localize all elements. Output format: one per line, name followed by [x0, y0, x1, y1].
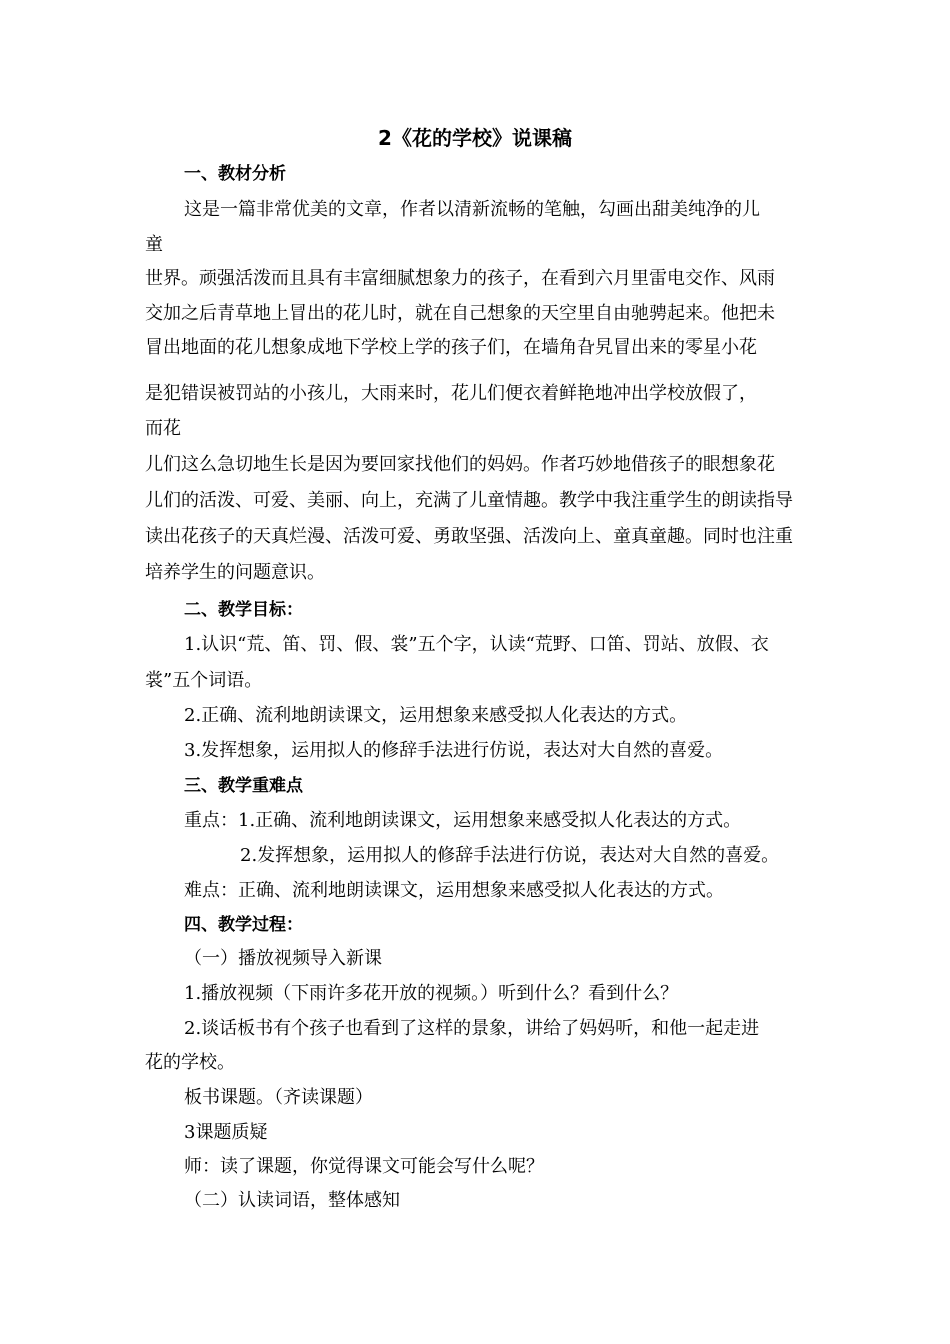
process-line: （二）认读词语，整体感知	[184, 1190, 400, 1211]
process-line: 1.播放视频（下雨许多花开放的视频。）听到什么？看到什么？	[184, 983, 679, 1004]
goal-item: 3.发挥想象，运用拟人的修辞手法进行仿说，表达对大自然的喜爱。	[184, 740, 724, 761]
paragraph-line: 而花	[145, 418, 181, 439]
section-heading-goals: 二、教学目标：	[184, 600, 303, 620]
section-heading-process: 四、教学过程：	[184, 915, 303, 935]
process-line: 3课题质疑	[184, 1122, 268, 1143]
paragraph-line: 这是一篇非常优美的文章，作者以清新流畅的笔触，勾画出甜美纯净的儿	[184, 199, 760, 220]
process-line: 板书课题。（齐读课题）	[184, 1087, 373, 1108]
difficulty-line: 难点：正确、流利地朗读课文，运用想象来感受拟人化表达的方式。	[184, 880, 724, 901]
paragraph-line: 童	[145, 234, 163, 255]
paragraph-line: 是犯错误被罚站的小孩儿，大雨来时，花儿们便衣着鲜艳地冲出学校放假了，	[145, 383, 757, 404]
paragraph-line: 培养学生的问题意识。	[145, 562, 325, 583]
process-line: 2.谈话板书有个孩子也看到了这样的景象，讲给了妈妈听，和他一起走进	[184, 1018, 760, 1039]
document-title: 2《花的学校》说课稿	[378, 126, 572, 150]
keypoint-line: 2.发挥想象，运用拟人的修辞手法进行仿说，表达对大自然的喜爱。	[240, 845, 780, 866]
goal-item-continuation: 裳”五个词语。	[145, 670, 263, 691]
paragraph-line: 儿们的活泼、可爱、美丽、向上，充满了儿童情趣。教学中我注重学生的朗读指导	[145, 490, 793, 511]
paragraph-line: 读出花孩子的天真烂漫、活泼可爱、勇敢坚强、活泼向上、童真童趣。同时也注重	[145, 526, 793, 547]
section-heading-analysis: 一、教材分析	[184, 164, 286, 184]
paragraph-line: 冒出地面的花儿想象成地下学校上学的孩子们，在墙角旮旯冒出来的零星小花	[145, 337, 757, 358]
keypoint-line: 重点：1.正确、流利地朗读课文，运用想象来感受拟人化表达的方式。	[184, 810, 742, 831]
process-line: （一）播放视频导入新课	[184, 948, 382, 969]
goal-item: 2.正确、流利地朗读课文，运用想象来感受拟人化表达的方式。	[184, 705, 688, 726]
goal-item: 1.认识“荒、笛、罚、假、裳”五个字，认读“荒野、口笛、罚站、放假、衣	[184, 634, 769, 655]
paragraph-line: 交加之后青草地上冒出的花儿时，就在自己想象的天空里自由驰骋起来。他把未	[145, 303, 775, 324]
process-line: 花的学校。	[145, 1052, 235, 1073]
process-line: 师：读了课题，你觉得课文可能会写什么呢？	[184, 1156, 544, 1177]
paragraph-line: 世界。顽强活泼而且具有丰富细腻想象力的孩子，在看到六月里雷电交作、风雨	[145, 268, 775, 289]
paragraph-line: 儿们这么急切地生长是因为要回家找他们的妈妈。作者巧妙地借孩子的眼想象花	[145, 454, 775, 475]
section-heading-keypoints: 三、教学重难点	[184, 776, 303, 796]
